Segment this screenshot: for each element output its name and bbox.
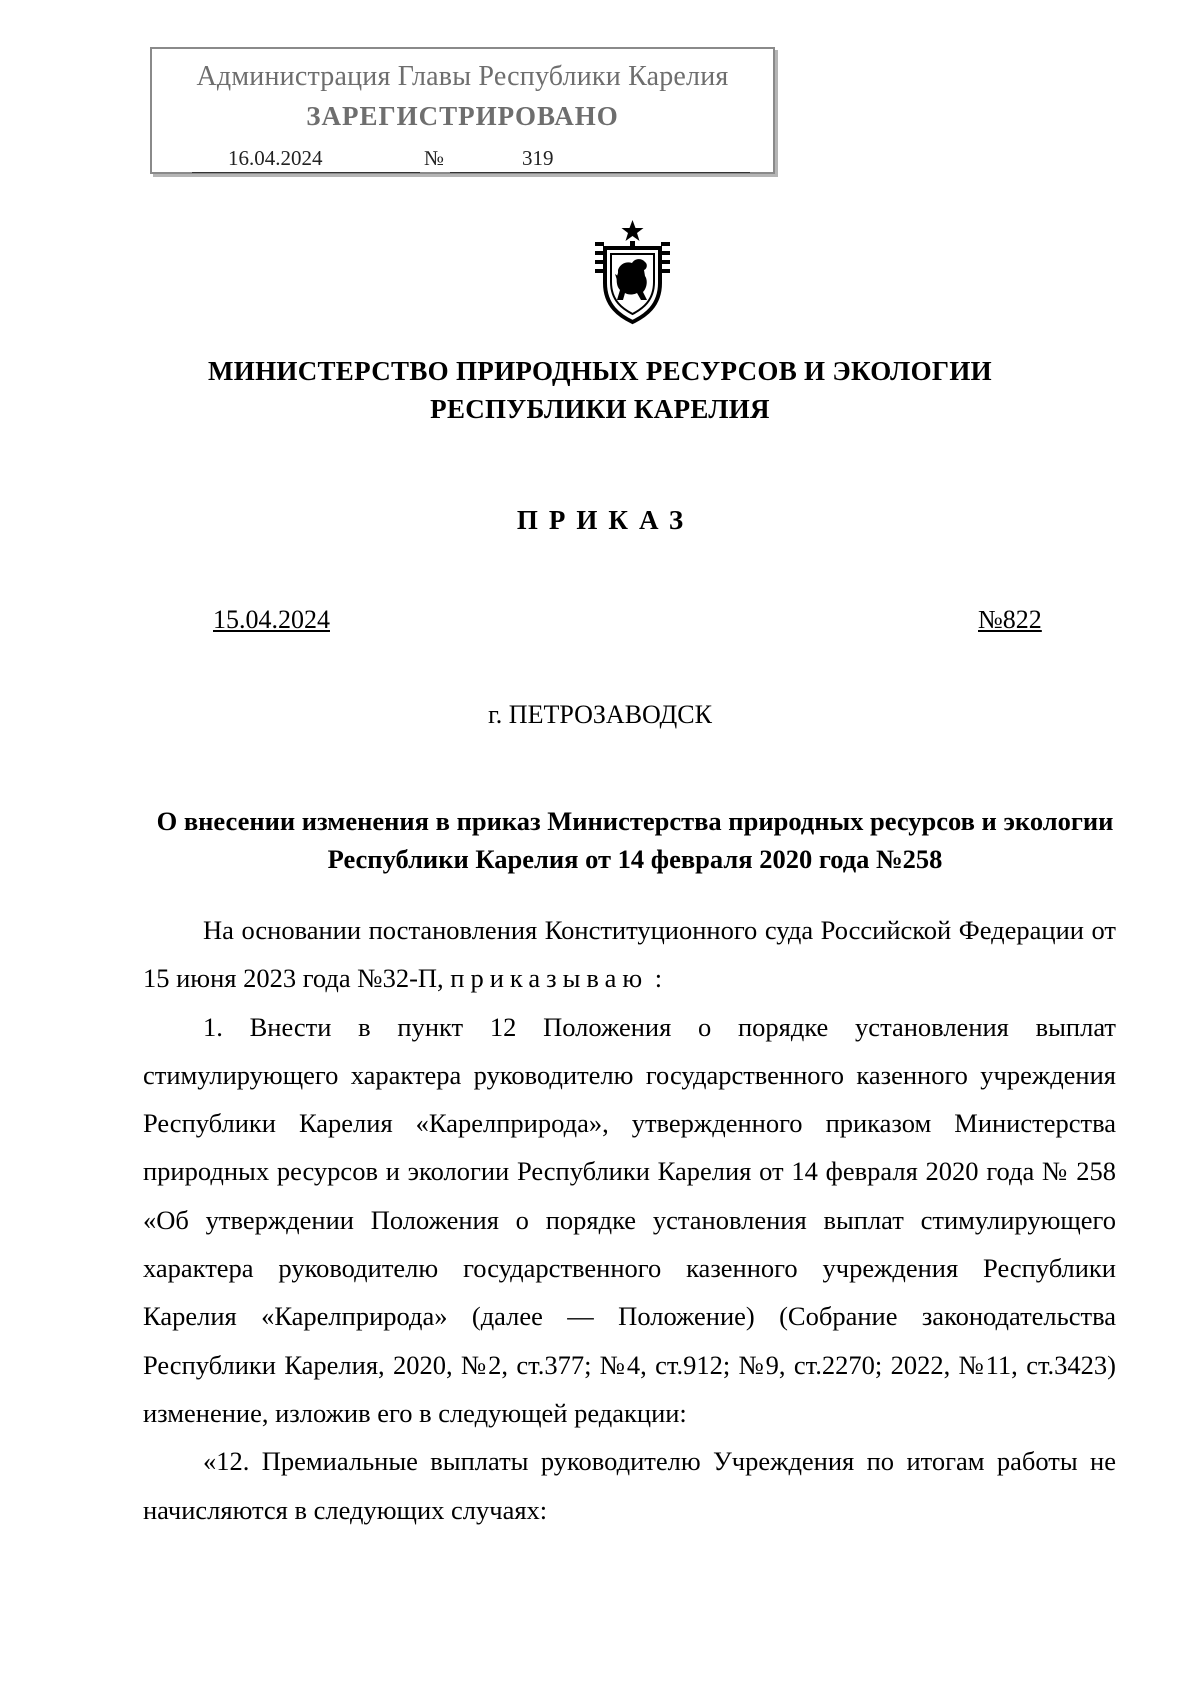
basis-end: : xyxy=(648,963,663,994)
body-paragraph-item-12: «12. Премиальные выплаты руководителю Учреждения по итогам работы не начисляются в следующих случаях: xyxy=(143,1446,1116,1525)
stamp-registration-line xyxy=(192,146,752,174)
stamp-number-underline xyxy=(450,172,750,173)
ministry-name-line1: МИНИСТЕРСТВО ПРИРОДНЫХ РЕСУРСОВ И ЭКОЛОГИИ xyxy=(208,356,992,386)
order-subject: О внесении изменения в приказ Министерства природных ресурсов и экологии Республики Карелия от 14 февраля 2020 года №258 xyxy=(156,806,1114,874)
body-paragraph-basis xyxy=(143,906,1116,1003)
stamp-authority: Администрация Главы Республики Карелия xyxy=(196,61,729,92)
coat-of-arms-emblem xyxy=(585,218,680,326)
order-number: №822 xyxy=(978,605,1042,634)
stamp-number-sign: № xyxy=(424,146,445,170)
document-type-title: ПРИКАЗ xyxy=(516,505,695,535)
stamp-number: 319 xyxy=(522,146,554,170)
order-body xyxy=(143,906,1116,1534)
stamp-date-underline xyxy=(192,172,420,173)
city-name: г. ПЕТРОЗАВОДСК xyxy=(488,700,712,729)
ministry-name-line2: РЕСПУБЛИКИ КАРЕЛИЯ xyxy=(430,394,770,424)
stamp-date: 16.04.2024 xyxy=(228,146,323,170)
registration-stamp xyxy=(150,47,775,174)
basis-text: На основании постановления Конституционного суда Российской Федерации от 15 июня 2023 года №32-П, xyxy=(143,915,1116,994)
body-paragraph-item-1: 1. Внести в пункт 12 Положения о порядке установления выплат стимулирующего характера руководителю государственного казенного учреждения Республики Карелия «Карелприрода», утвержденного приказом Министерства природных ресурсов и экологии Республики Карелия от 14 февраля 2020 года № 258 «Об утверждении Положения о порядке установления выплат стимулирующего характера руководителю государственного казенного учреждения Республики Карелия «Карелприрода» (далее — Положение) (Собрание законодательства Республики Карелия, 2020, №2, ст.377; №4, ст.912; №9, ст.2270; 2022, №11, ст.3423) изменение, изложив его в следующей редакции: xyxy=(143,1011,1116,1428)
stamp-status: ЗАРЕГИСТРИРОВАНО xyxy=(306,101,619,131)
order-date: 15.04.2024 xyxy=(213,605,330,634)
order-directive: приказываю xyxy=(450,963,649,994)
